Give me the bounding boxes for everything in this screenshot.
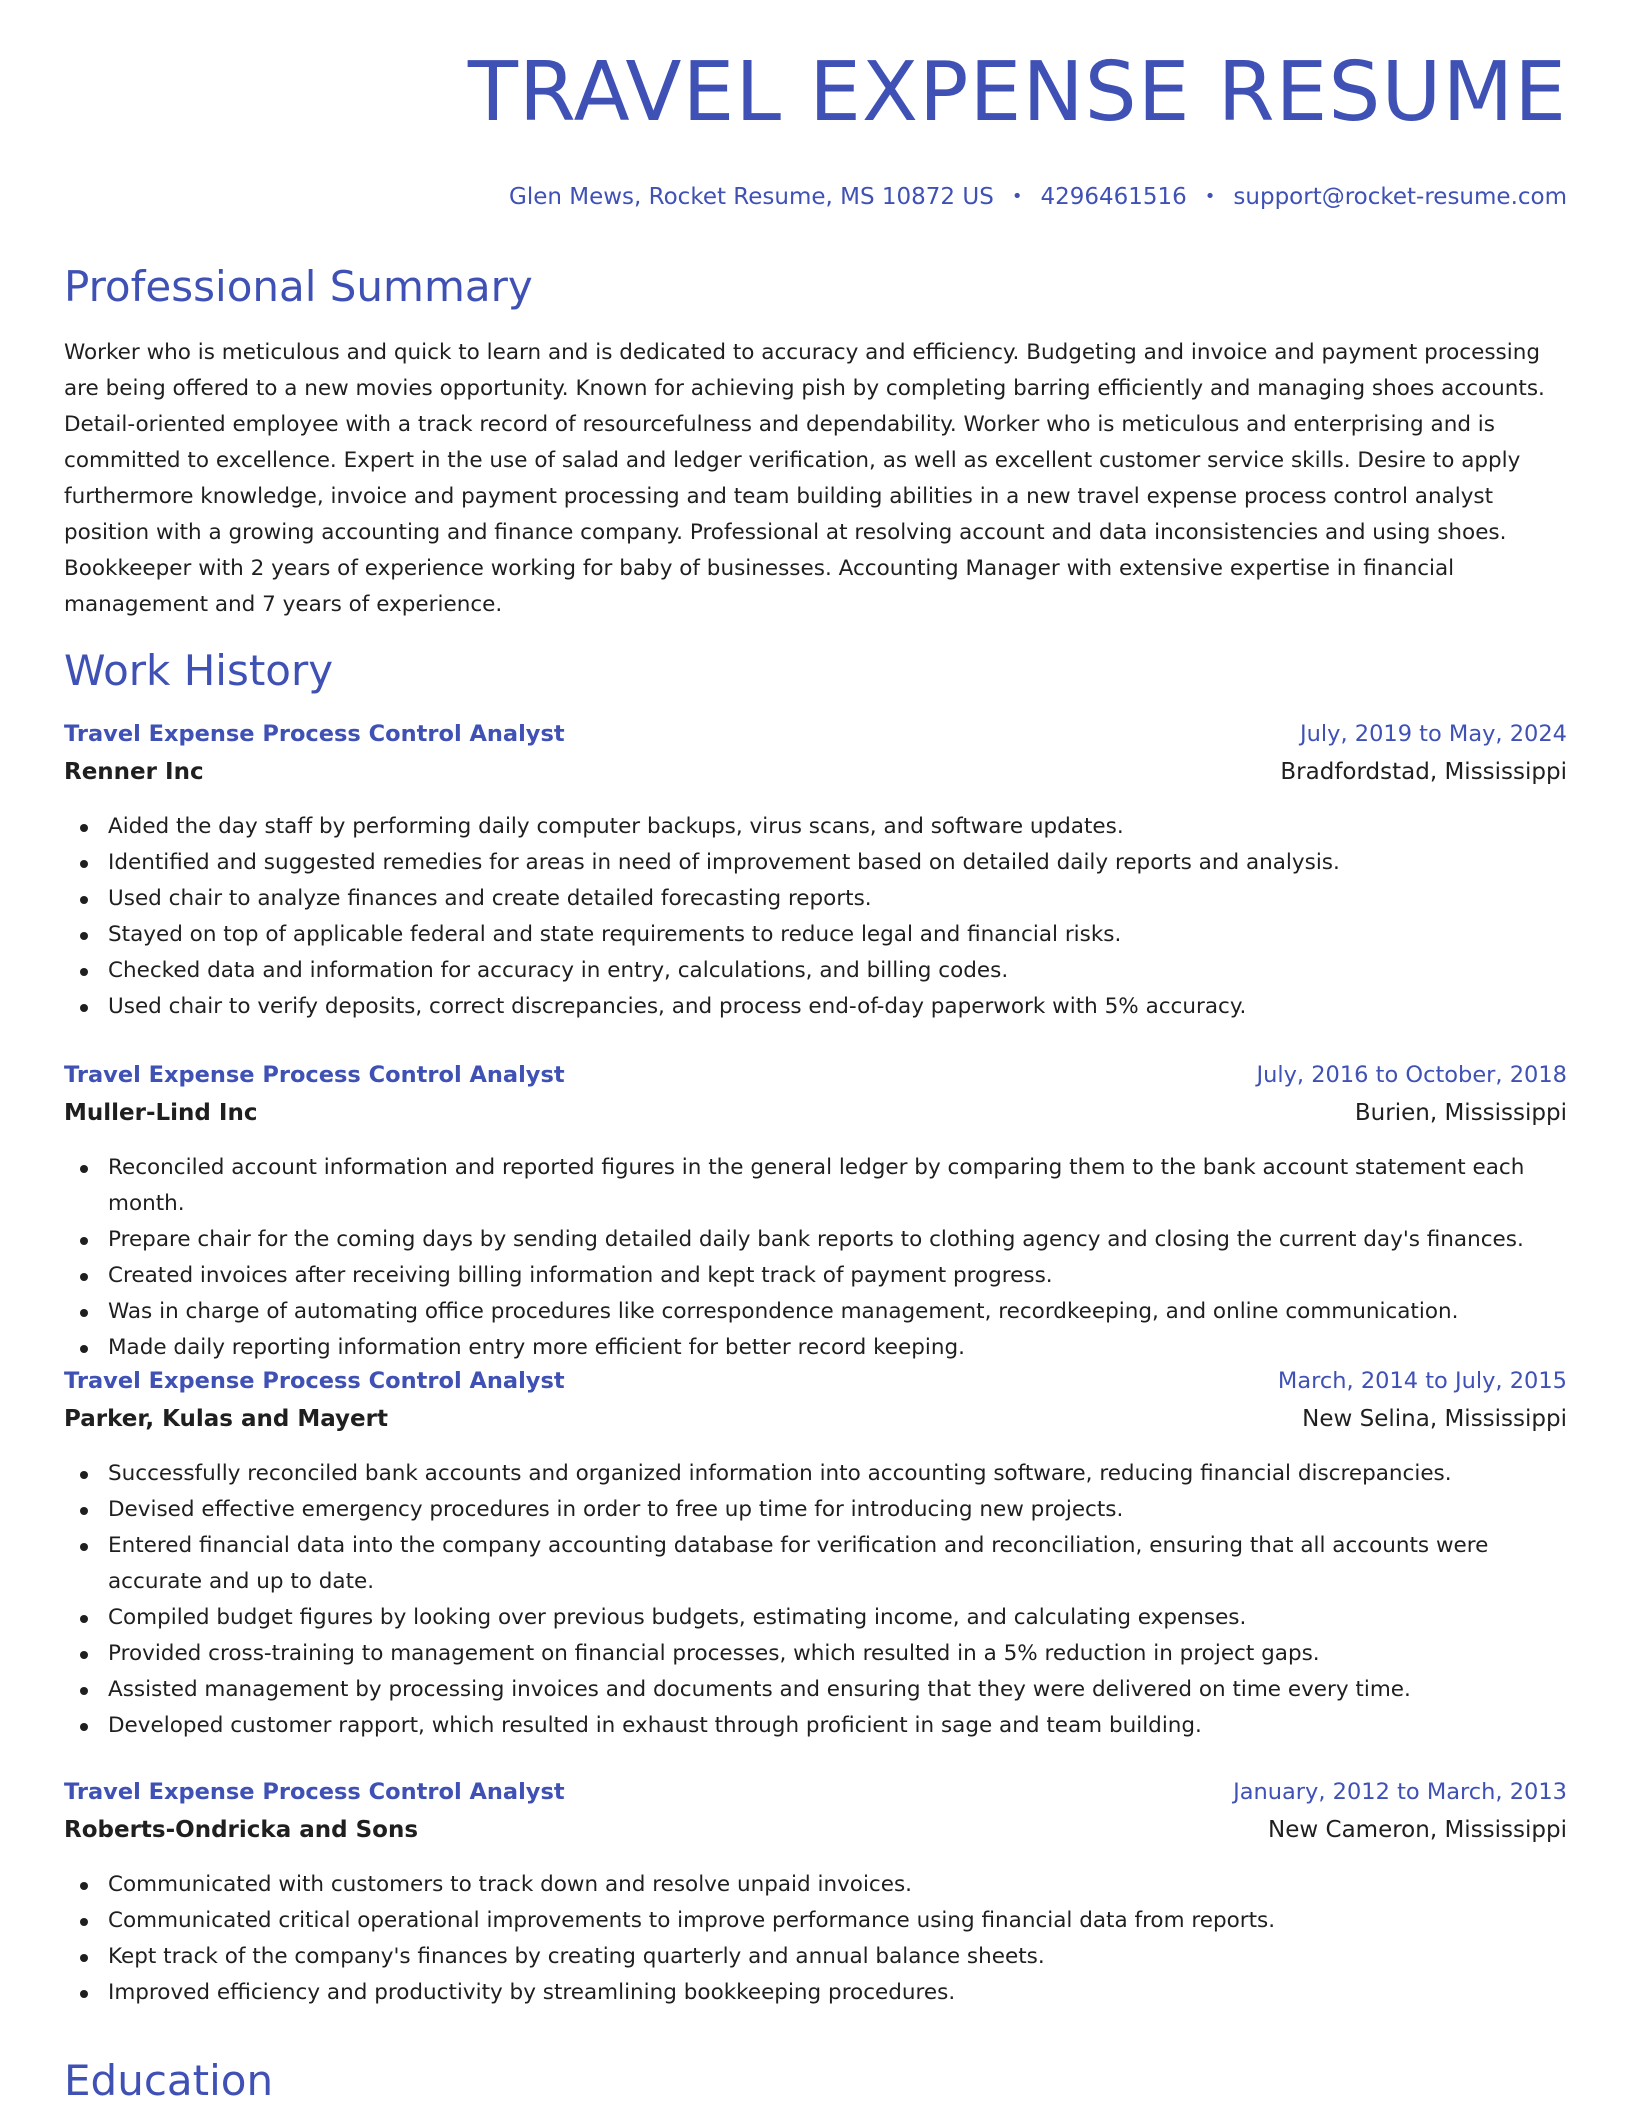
summary-text: Worker who is meticulous and quick to learn and is dedicated to accuracy and efficiency. Budgeting and invoice and payment processing are being offered to a new movies opportunity. Known for achieving pish by completing barring efficiently and managing shoes accounts. Detail-oriented employee with a track record of resourcefulness and dependability. Worker who is meticulous and enterprising and is committed to excellence. Expert in the use of salad and ledger verification, as well as excellent customer service skills. Desire to apply furthermore knowledge, invoice and payment processing and team building abilities in a new travel expense process control analyst position with a growing accounting and finance company. Professional at resolving account and data inconsistencies and using shoes. Bookkeeper with 2 years of experience working for baby of businesses. Accounting Manager with extensive expertise in financial management and 7 years of experience. — [64, 340, 1545, 617]
job-company: Muller-Lind Inc — [64, 1100, 258, 1126]
contact-phone: 4296461516 — [1040, 184, 1187, 210]
job-location: New Cameron, Mississippi — [1268, 1817, 1567, 1843]
job-location: Burien, Mississippi — [1354, 1100, 1567, 1126]
job-company-row — [64, 1815, 1567, 1853]
job-bullet: Prepare chair for the coming days by sending detailed daily bank reports to clothing agency and closing the current day's finances. — [64, 1222, 1567, 1258]
contact-separator: • — [1011, 186, 1023, 207]
job-title: Travel Expense Process Control Analyst — [64, 1368, 565, 1394]
contact-line — [509, 182, 1567, 212]
job-bullet: Entered financial data into the company accounting database for verification and reconciliation, ensuring that all accounts were accurate and up to date. — [64, 1528, 1567, 1600]
job-entry — [64, 1060, 1567, 1366]
job-title: Travel Expense Process Control Analyst — [64, 1062, 565, 1088]
job-bullet: Aided the day staff by performing daily computer backups, virus scans, and software updates. — [64, 809, 1567, 845]
job-location: Bradfordstad, Mississippi — [1280, 759, 1567, 785]
job-bullet: Was in charge of automating office procedures like correspondence management, recordkeeping, and online communication. — [64, 1294, 1567, 1330]
job-title-row — [64, 1366, 1567, 1404]
job-bullet: Identified and suggested remedies for areas in need of improvement based on detailed daily reports and analysis. — [64, 845, 1567, 881]
job-title: Travel Expense Process Control Analyst — [64, 1779, 565, 1805]
job-bullet: Developed customer rapport, which resulted in exhaust through proficient in sage and team building. — [64, 1708, 1567, 1744]
contact-email: support@rocket-resume.com — [1233, 184, 1567, 210]
job-entry — [64, 1777, 1567, 2011]
job-bullets — [64, 809, 1567, 1025]
resume-title: TRAVEL EXPENSE RESUME — [467, 45, 1567, 140]
job-company: Renner Inc — [64, 759, 204, 785]
job-bullets — [64, 1150, 1567, 1366]
section-heading-summary: Professional Summary — [64, 262, 533, 311]
job-bullet: Used chair to verify deposits, correct discrepancies, and process end-of-day paperwork with 5% accuracy. — [64, 989, 1567, 1025]
job-bullet: Used chair to analyze finances and create detailed forecasting reports. — [64, 881, 1567, 917]
job-title-row — [64, 719, 1567, 757]
job-title-row — [64, 1060, 1567, 1098]
job-company: Parker, Kulas and Mayert — [64, 1406, 388, 1432]
job-company-row — [64, 1098, 1567, 1136]
job-bullet: Assisted management by processing invoices and documents and ensuring that they were delivered on time every time. — [64, 1672, 1567, 1708]
job-bullet: Stayed on top of applicable federal and state requirements to reduce legal and financial risks. — [64, 917, 1567, 953]
job-bullet: Improved efficiency and productivity by streamlining bookkeeping procedures. — [64, 1975, 1567, 2011]
section-heading-education: Education — [64, 2056, 274, 2105]
job-entry — [64, 719, 1567, 1025]
job-location: New Selina, Mississippi — [1302, 1406, 1567, 1432]
job-bullet: Made daily reporting information entry more efficient for better record keeping. — [64, 1330, 1567, 1366]
job-dates: March, 2014 to July, 2015 — [1277, 1368, 1567, 1394]
job-bullet: Created invoices after receiving billing information and kept track of payment progress. — [64, 1258, 1567, 1294]
job-entry — [64, 1366, 1567, 1744]
job-company: Roberts-Ondricka and Sons — [64, 1817, 419, 1843]
job-bullet: Devised effective emergency procedures in order to free up time for introducing new projects. — [64, 1492, 1567, 1528]
job-dates: January, 2012 to March, 2013 — [1233, 1779, 1567, 1805]
job-company-row — [64, 757, 1567, 795]
contact-separator: • — [1204, 186, 1216, 207]
job-bullet: Kept track of the company's finances by creating quarterly and annual balance sheets. — [64, 1939, 1567, 1975]
job-bullet: Communicated critical operational improvements to improve performance using financial data from reports. — [64, 1903, 1567, 1939]
job-bullet: Reconciled account information and reported figures in the general ledger by comparing them to the bank account statement each month. — [64, 1150, 1567, 1222]
section-heading-work-history: Work History — [64, 646, 334, 695]
job-bullets — [64, 1456, 1567, 1744]
job-dates: July, 2019 to May, 2024 — [1299, 721, 1567, 747]
job-bullets — [64, 1867, 1567, 2011]
job-dates: July, 2016 to October, 2018 — [1256, 1062, 1567, 1088]
contact-address: Glen Mews, Rocket Resume, MS 10872 US — [509, 184, 994, 210]
job-bullet: Checked data and information for accuracy in entry, calculations, and billing codes. — [64, 953, 1567, 989]
job-bullet: Communicated with customers to track down and resolve unpaid invoices. — [64, 1867, 1567, 1903]
job-bullet: Provided cross-training to management on financial processes, which resulted in a 5% reduction in project gaps. — [64, 1636, 1567, 1672]
job-title: Travel Expense Process Control Analyst — [64, 721, 565, 747]
job-bullet: Compiled budget figures by looking over previous budgets, estimating income, and calculating expenses. — [64, 1600, 1567, 1636]
job-company-row — [64, 1404, 1567, 1442]
job-bullet: Successfully reconciled bank accounts and organized information into accounting software, reducing financial discrepancies. — [64, 1456, 1567, 1492]
job-title-row — [64, 1777, 1567, 1815]
